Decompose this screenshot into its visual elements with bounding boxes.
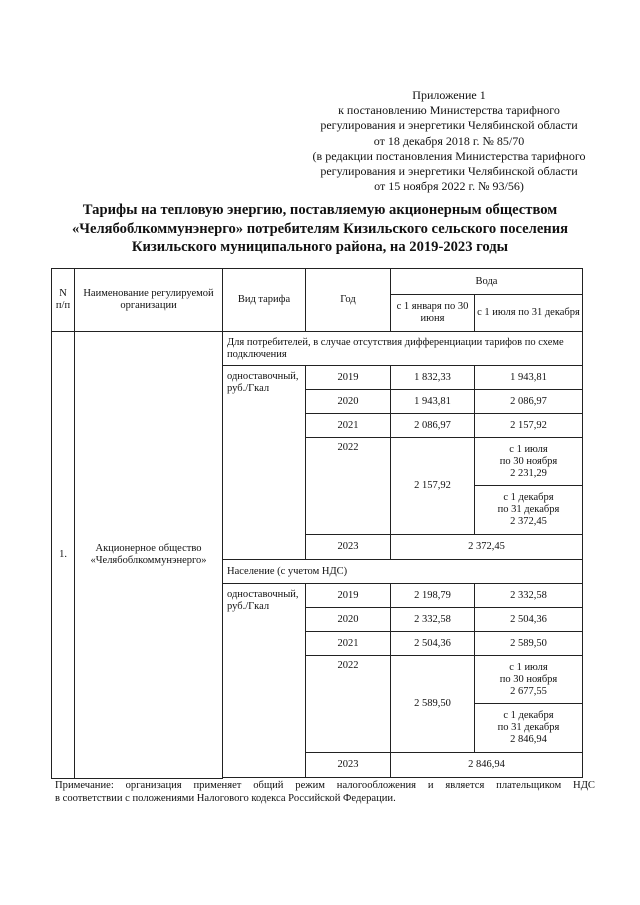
tariff-h1: 1 943,81 xyxy=(391,390,475,414)
title-line: Тарифы на тепловую энергию, поставляемую акционерным обществом xyxy=(82,202,558,218)
tariff-h1: 2 504,36 xyxy=(391,632,475,656)
document-title xyxy=(40,201,600,257)
tariff-h1: 1 832,33 xyxy=(391,366,475,390)
org-name: Акционерное общество «Челябоблкоммунэнерго» xyxy=(75,332,223,779)
tariff-table xyxy=(51,268,583,779)
year-cell: 2020 xyxy=(306,390,391,414)
sub-period-value: 2 846,94 xyxy=(510,734,547,745)
category-general: Для потребителей, в случае отсутствия дифференциации тарифов по схеме подключения xyxy=(223,332,583,366)
tariff-h2: 2 332,58 xyxy=(475,584,583,608)
header-year: Год xyxy=(306,269,391,332)
sub-period-value: 2 231,29 xyxy=(510,467,547,479)
title-line: «Челябоблкоммунэнерго» потребителям Кизильского сельского поселения xyxy=(71,220,569,237)
header-period-h2: с 1 июля по 31 декабря xyxy=(475,295,583,332)
note-line: в соответствии с положениями Налогового кодекса Российской Федерации. xyxy=(55,793,396,804)
year-cell: 2019 xyxy=(306,584,391,608)
appendix-block xyxy=(288,88,610,194)
sub-period-value: 2 677,55 xyxy=(510,685,547,697)
tariff-type-label xyxy=(223,366,306,560)
tariff-h1: 2 332,58 xyxy=(391,608,475,632)
tariff-h2: 2 086,97 xyxy=(475,390,583,414)
tariff-type-text: одноставочный, руб./Гкал xyxy=(227,589,299,612)
tariff-sub2 xyxy=(475,486,583,535)
year-cell: 2023 xyxy=(306,535,391,560)
tariff-h1: 2 589,50 xyxy=(391,656,475,753)
sub-period-start: с 1 июля xyxy=(509,661,548,673)
tariff-sub1 xyxy=(475,438,583,486)
year-cell: 2020 xyxy=(306,608,391,632)
year-cell: 2022 xyxy=(306,438,391,535)
header-num: N п/п xyxy=(52,269,75,332)
sub-period-end: по 30 ноября xyxy=(499,673,558,685)
header-water: Вода xyxy=(391,269,583,295)
tariff-full-year: 2 846,94 xyxy=(391,753,583,778)
appendix-line: регулирования и энергетики Челябинской области xyxy=(320,118,578,133)
tariff-h1: 2 086,97 xyxy=(391,414,475,438)
header-org: Наименование регулируемой организации xyxy=(75,269,223,332)
tariff-h2: 2 504,36 xyxy=(475,608,583,632)
sub-period-end: по 31 декабря xyxy=(497,504,560,515)
note xyxy=(55,779,595,805)
header-tariff-type: Вид тарифа xyxy=(223,269,306,332)
sub-period-start: с 1 декабря xyxy=(503,710,554,721)
sub-period-start: с 1 декабря xyxy=(503,492,554,503)
year-cell: 2021 xyxy=(306,632,391,656)
year-cell: 2022 xyxy=(306,656,391,753)
tariff-sub2 xyxy=(475,704,583,753)
year-cell: 2019 xyxy=(306,366,391,390)
tariff-h2: 1 943,81 xyxy=(475,366,583,390)
tariff-type-text: одноставочный, руб./Гкал xyxy=(227,371,299,394)
appendix-line: регулирования и энергетики Челябинской области xyxy=(320,164,578,179)
sub-period-value: 2 372,45 xyxy=(510,516,547,527)
header-period-h1: с 1 января по 30 июня xyxy=(391,295,475,332)
appendix-line: Приложение 1 xyxy=(412,88,486,102)
appendix-line: от 18 декабря 2018 г. № 85/70 xyxy=(373,133,525,148)
appendix-line: к постановлению Министерства тарифного xyxy=(338,103,560,118)
tariff-type-label xyxy=(223,584,306,778)
sub-period-start: с 1 июля xyxy=(509,443,548,455)
appendix-line: от 15 ноября 2022 г. № 93/56) xyxy=(374,179,524,194)
year-cell: 2021 xyxy=(306,414,391,438)
appendix-line: (в редакции постановления Министерства тарифного xyxy=(312,148,586,163)
note-line: Примечание: организация применяет общий режим налогообложения и является плательщиком НДС xyxy=(55,780,595,791)
row-number: 1. xyxy=(52,332,75,779)
tariff-h1: 2 198,79 xyxy=(391,584,475,608)
category-population: Население (с учетом НДС) xyxy=(223,560,583,584)
tariff-h1: 2 157,92 xyxy=(391,438,475,535)
tariff-h2: 2 157,92 xyxy=(475,414,583,438)
sub-period-end: по 31 декабря xyxy=(497,722,560,733)
tariff-sub1 xyxy=(475,656,583,704)
title-line: Кизильского муниципального района, на 2019-2023 годы xyxy=(131,239,509,255)
tariff-full-year: 2 372,45 xyxy=(391,535,583,560)
sub-period-end: по 30 ноября xyxy=(499,455,558,467)
year-cell: 2023 xyxy=(306,753,391,778)
tariff-h2: 2 589,50 xyxy=(475,632,583,656)
